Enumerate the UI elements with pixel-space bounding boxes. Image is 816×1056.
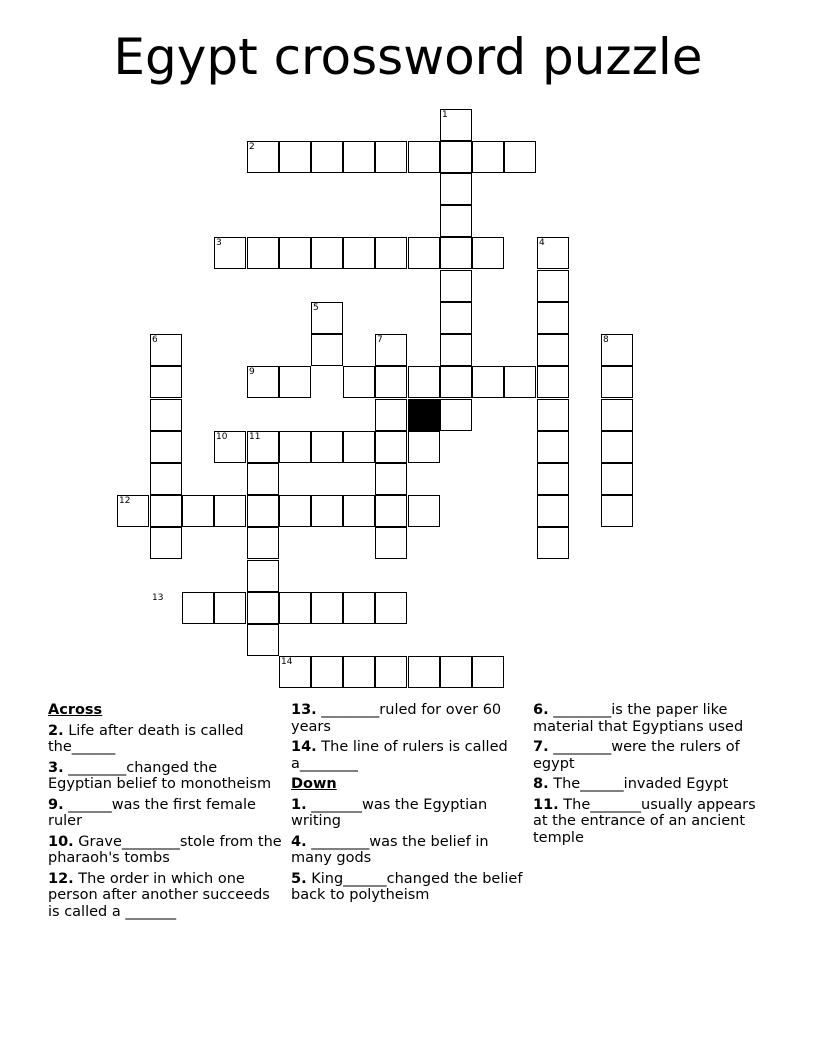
grid-cell[interactable]: [537, 463, 569, 495]
grid-cell[interactable]: [375, 237, 407, 269]
clue-number-4: 4: [539, 238, 545, 248]
across-clue-12: 12. The order in which one person after another succeeds is called a _______: [48, 870, 270, 920]
grid-cell[interactable]: [537, 366, 569, 398]
grid-cell[interactable]: [343, 656, 375, 688]
grid-cell[interactable]: [375, 463, 407, 495]
clue-number-5: 5: [313, 303, 319, 313]
grid-cell[interactable]: [440, 205, 472, 237]
across-clue-2: 2. Life after death is called the______: [48, 722, 244, 755]
clue-number-14: 14: [281, 657, 293, 667]
across-clue-10: 10. Grave________stole from the pharaoh's tombs: [48, 833, 282, 866]
grid-cell[interactable]: [440, 366, 472, 398]
down-clue-6: 6. ________is the paper like material that Egyptians used: [533, 702, 744, 735]
down-clue-4: 4. ________was the belief in many gods: [291, 833, 489, 866]
grid-cell[interactable]: [247, 495, 279, 527]
grid-cell[interactable]: [375, 399, 407, 431]
grid-cell-black: [408, 399, 440, 431]
clues-column-3: [533, 702, 769, 850]
grid-cell[interactable]: [537, 334, 569, 366]
grid-cell[interactable]: [343, 431, 375, 463]
grid-cell[interactable]: [247, 560, 279, 592]
down-clue-11: 11. The_______usually appears at the entrance of an ancient temple: [533, 796, 756, 846]
clue-number-3: 3: [216, 238, 222, 248]
grid-cell[interactable]: [601, 463, 633, 495]
grid-cell[interactable]: [537, 399, 569, 431]
grid-cell[interactable]: [247, 463, 279, 495]
grid-cell[interactable]: [150, 495, 182, 527]
clue-number-2: 2: [249, 142, 255, 152]
page-title: Egypt crossword puzzle: [113, 28, 703, 86]
grid-cell[interactable]: [375, 495, 407, 527]
grid-cell[interactable]: [311, 592, 343, 624]
grid-cell[interactable]: [311, 495, 343, 527]
clue-number-11: 11: [249, 432, 261, 442]
grid-cell[interactable]: [311, 141, 343, 173]
across-clue-13: 13. ________ruled for over 60 years: [291, 702, 502, 735]
down-clue-7: 7. ________were the rulers of egypt: [533, 739, 740, 772]
grid-cell[interactable]: [375, 431, 407, 463]
grid-cell[interactable]: [440, 173, 472, 205]
grid-cell[interactable]: [472, 656, 504, 688]
grid-cell[interactable]: [279, 237, 311, 269]
grid-cell[interactable]: [504, 366, 536, 398]
grid-cell[interactable]: [311, 656, 343, 688]
grid-cell[interactable]: [440, 141, 472, 173]
grid-cell[interactable]: [150, 463, 182, 495]
grid-cell[interactable]: [279, 141, 311, 173]
down-header: Down: [291, 776, 337, 792]
grid-cell[interactable]: [343, 495, 375, 527]
grid-cell[interactable]: [601, 399, 633, 431]
clue-number-13: 13: [152, 593, 164, 603]
grid-cell[interactable]: [214, 592, 246, 624]
grid-cell[interactable]: [182, 495, 214, 527]
grid-cell[interactable]: [375, 656, 407, 688]
grid-cell[interactable]: [408, 495, 440, 527]
across-header: Across: [48, 702, 103, 718]
grid-cell[interactable]: [279, 431, 311, 463]
grid-cell[interactable]: [247, 237, 279, 269]
grid-cell[interactable]: [150, 366, 182, 398]
grid-cell[interactable]: [408, 237, 440, 269]
grid-cell[interactable]: [247, 624, 279, 656]
grid-cell[interactable]: [504, 141, 536, 173]
across-clue-3: 3. ________changed the Egyptian belief to monotheism: [48, 759, 272, 792]
clue-number-1: 1: [442, 110, 448, 120]
grid-cell[interactable]: [537, 527, 569, 559]
across-clue-9: 9. ______was the first female ruler: [48, 796, 256, 829]
grid-cell[interactable]: [343, 592, 375, 624]
grid-cell[interactable]: [182, 592, 214, 624]
grid-cell[interactable]: [343, 366, 375, 398]
down-clue-5: 5. King______changed the belief back to polytheism: [291, 870, 523, 903]
clue-number-7: 7: [377, 335, 383, 345]
grid-cell[interactable]: [279, 592, 311, 624]
grid-cell[interactable]: [408, 656, 440, 688]
grid-cell[interactable]: [150, 527, 182, 559]
clue-number-9: 9: [249, 367, 255, 377]
clue-number-10: 10: [216, 432, 228, 442]
grid-cell[interactable]: [150, 431, 182, 463]
grid-cell[interactable]: [537, 431, 569, 463]
grid-cell[interactable]: [601, 495, 633, 527]
grid-cell[interactable]: [472, 366, 504, 398]
grid-cell[interactable]: [440, 237, 472, 269]
grid-cell[interactable]: [311, 431, 343, 463]
across-clue-14: 14. The line of rulers is called a________: [291, 739, 508, 772]
grid-cell[interactable]: [537, 270, 569, 302]
grid-cell[interactable]: [279, 366, 311, 398]
grid-cell[interactable]: [375, 592, 407, 624]
grid-cell[interactable]: [537, 302, 569, 334]
grid-cell[interactable]: [440, 399, 472, 431]
grid-cell[interactable]: [343, 141, 375, 173]
grid-cell[interactable]: [472, 141, 504, 173]
grid-cell[interactable]: [440, 656, 472, 688]
clue-number-8: 8: [603, 335, 609, 345]
grid-cell[interactable]: [472, 237, 504, 269]
clue-number-6: 6: [152, 335, 158, 345]
grid-cell[interactable]: [150, 399, 182, 431]
grid-cell[interactable]: [375, 141, 407, 173]
clues-column-1: [48, 702, 284, 924]
grid-cell[interactable]: [440, 302, 472, 334]
grid-cell[interactable]: [408, 141, 440, 173]
clues-column-2: [291, 702, 527, 908]
grid-cell[interactable]: [408, 366, 440, 398]
down-clue-8: 8. The______invaded Egypt: [533, 776, 729, 792]
grid-cell[interactable]: [408, 431, 440, 463]
grid-cell[interactable]: [440, 334, 472, 366]
grid-cell[interactable]: [311, 237, 343, 269]
grid-cell[interactable]: [375, 366, 407, 398]
grid-cell[interactable]: [601, 431, 633, 463]
down-clue-1: 1. _______was the Egyptian writing: [291, 796, 488, 829]
grid-cell[interactable]: [343, 237, 375, 269]
grid-cell[interactable]: [279, 495, 311, 527]
grid-cell[interactable]: [214, 495, 246, 527]
grid-cell[interactable]: [311, 334, 343, 366]
grid-cell[interactable]: [601, 366, 633, 398]
grid-cell[interactable]: [375, 527, 407, 559]
grid-cell[interactable]: [247, 592, 279, 624]
clue-number-12: 12: [119, 496, 131, 506]
grid-cell[interactable]: [537, 495, 569, 527]
grid-cell[interactable]: [247, 527, 279, 559]
grid-cell[interactable]: [440, 270, 472, 302]
